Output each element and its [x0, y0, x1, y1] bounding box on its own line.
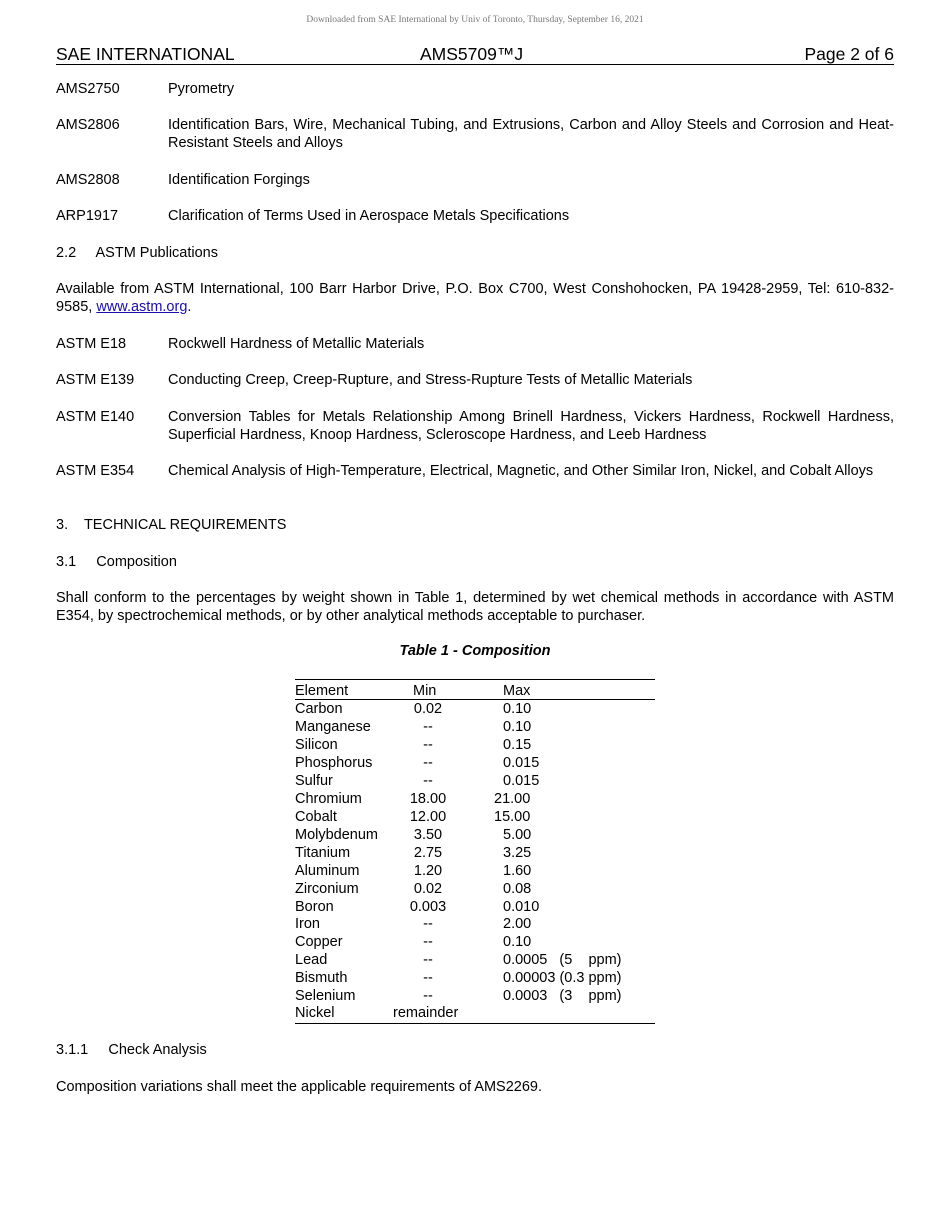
cell-min: -- — [423, 773, 433, 789]
reference-title: Conducting Creep, Creep-Rupture, and Stress-Rupture Tests of Metallic Materials — [168, 372, 693, 388]
reference-item — [56, 171, 894, 189]
table-row — [295, 754, 655, 772]
section-heading-2-2: 2.2 ASTM Publications — [56, 245, 218, 261]
reference-title: Conversion Tables for Metals Relationship Among Brinell Hardness, Vickers Hardness, Rockwell Hardness, Superficial Hardness, Knoop Hardness, Scleroscope Hardness, and Leeb Hardness — [168, 409, 894, 443]
cell-min: 0.02 — [413, 881, 443, 897]
cell-element: Molybdenum — [295, 827, 379, 843]
reference-item — [56, 462, 894, 480]
cell-element: Silicon — [295, 737, 338, 753]
astm-website-link[interactable]: www.astm.org — [96, 299, 188, 315]
cell-min: -- — [423, 934, 433, 950]
table-row — [295, 808, 655, 826]
header-page-number: Page 2 of 6 — [804, 44, 894, 64]
cell-max: 0.010 — [503, 899, 540, 915]
cell-max: 0.10 — [503, 934, 532, 950]
section-heading-3-1: 3.1 Composition — [56, 554, 177, 570]
reference-title: Pyrometry — [168, 81, 235, 97]
table-row — [295, 987, 655, 1005]
cell-max: 0.08 — [503, 881, 532, 897]
cell-max: 0.0005 (5 ppm) — [503, 952, 622, 968]
reference-item — [56, 207, 894, 225]
availability-text: Available from ASTM International, 100 Barr Harbor Drive, P.O. Box C700, West Conshohocken, PA 19428-2959, Tel: 610-832-9585, — [56, 281, 894, 315]
table-row — [295, 700, 655, 718]
cell-element: Titanium — [295, 845, 351, 861]
reference-code: ARP1917 — [56, 208, 119, 224]
cell-min: -- — [423, 952, 433, 968]
cell-element: Chromium — [295, 791, 362, 807]
reference-code: ASTM E140 — [56, 409, 135, 425]
reference-code: ASTM E139 — [56, 372, 135, 388]
reference-code: ASTM E354 — [56, 463, 135, 479]
table-caption: Table 1 - Composition — [399, 643, 551, 659]
cell-element: Copper — [295, 934, 343, 950]
table-row — [295, 880, 655, 898]
cell-min: 1.20 — [413, 863, 443, 879]
cell-element: Selenium — [295, 988, 356, 1004]
cell-element: Nickel — [295, 1005, 335, 1021]
table-row — [295, 969, 655, 987]
cell-element: Bismuth — [295, 970, 348, 986]
cell-element: Phosphorus — [295, 755, 373, 771]
reference-code: ASTM E18 — [56, 336, 127, 352]
reference-title: Chemical Analysis of High-Temperature, Electrical, Magnetic, and Other Similar Iron, Nickel, and Cobalt Alloys — [168, 463, 874, 479]
table-row — [295, 844, 655, 862]
cell-min: -- — [423, 755, 433, 771]
cell-element: Sulfur — [295, 773, 333, 789]
reference-code: AMS2806 — [56, 117, 120, 133]
download-note: Downloaded from SAE International by Univ of Toronto, Thursday, September 16, 2021 — [306, 15, 644, 25]
cell-max: 0.10 — [503, 719, 532, 735]
cell-max: 0.015 — [503, 773, 540, 789]
cell-min: 0.003 — [409, 899, 447, 915]
reference-item — [56, 80, 894, 98]
reference-item — [56, 371, 894, 389]
reference-item — [56, 116, 894, 152]
reference-item — [56, 408, 894, 444]
cell-max: 1.60 — [503, 863, 532, 879]
cell-min: -- — [423, 916, 433, 932]
cell-max: 0.015 — [503, 755, 540, 771]
reference-code: AMS2750 — [56, 81, 120, 97]
cell-min: 18.00 — [409, 791, 447, 807]
cell-min: 3.50 — [413, 827, 443, 843]
table-row — [295, 790, 655, 808]
header-element: Element — [295, 683, 349, 699]
reference-title: Rockwell Hardness of Metallic Materials — [168, 336, 425, 352]
cell-max: 2.00 — [503, 916, 532, 932]
cell-min: -- — [423, 719, 433, 735]
table-row — [295, 933, 655, 951]
cell-max: 5.00 — [503, 827, 532, 843]
cell-min: 0.02 — [413, 701, 443, 717]
check-analysis-paragraph: Composition variations shall meet the applicable requirements of AMS2269. — [56, 1079, 543, 1095]
cell-max: 0.00003 (0.3 ppm) — [503, 970, 622, 986]
section-heading-3-1-1: 3.1.1 Check Analysis — [56, 1042, 207, 1058]
reference-title: Identification Forgings — [168, 172, 310, 188]
cell-max: 0.15 — [503, 737, 532, 753]
cell-min: -- — [423, 970, 433, 986]
table-row — [295, 898, 655, 916]
table-row — [295, 736, 655, 754]
header-document-number: AMS5709™J — [420, 44, 524, 64]
availability-period: . — [187, 299, 192, 315]
cell-min: 12.00 — [409, 809, 447, 825]
table-row — [295, 951, 655, 969]
cell-element: Zirconium — [295, 881, 359, 897]
cell-element: Aluminum — [295, 863, 360, 879]
header-max: Max — [503, 683, 531, 699]
cell-element: Cobalt — [295, 809, 337, 825]
page-header — [56, 44, 894, 65]
reference-code: AMS2808 — [56, 172, 120, 188]
cell-min: -- — [423, 988, 433, 1004]
section-heading-3: 3. TECHNICAL REQUIREMENTS — [56, 517, 287, 533]
cell-max: 3.25 — [503, 845, 532, 861]
table-header-row — [295, 680, 655, 700]
table-row — [295, 1004, 655, 1022]
reference-title: Clarification of Terms Used in Aerospace Metals Specifications — [168, 208, 570, 224]
cell-element: Carbon — [295, 701, 343, 717]
cell-element: Lead — [295, 952, 328, 968]
cell-element: Boron — [295, 899, 334, 915]
cell-max: 0.10 — [503, 701, 532, 717]
table-row — [295, 772, 655, 790]
header-organization: SAE INTERNATIONAL — [56, 44, 235, 64]
cell-min: remainder — [393, 1005, 459, 1021]
cell-element: Manganese — [295, 719, 371, 735]
table-row — [295, 826, 655, 844]
reference-item — [56, 335, 894, 353]
astm-availability-paragraph — [56, 280, 894, 316]
cell-min: -- — [423, 737, 433, 753]
composition-paragraph: Shall conform to the percentages by weight shown in Table 1, determined by wet chemical methods in accordance with ASTM E354, by spectrochemical methods, or by other analytical methods acceptable to purchaser. — [56, 590, 894, 624]
cell-element: Iron — [295, 916, 320, 932]
table-row — [295, 915, 655, 933]
reference-title: Identification Bars, Wire, Mechanical Tubing, and Extrusions, Carbon and Alloy Steels and Corrosion and Heat-Resistant Steels and Alloys — [168, 117, 894, 151]
composition-table — [295, 679, 655, 1024]
table-row — [295, 862, 655, 880]
cell-max: 21.00 — [494, 791, 531, 807]
cell-max: 0.0003 (3 ppm) — [503, 988, 622, 1004]
header-min: Min — [413, 683, 437, 699]
cell-min: 2.75 — [413, 845, 443, 861]
table-row — [295, 718, 655, 736]
cell-max: 15.00 — [494, 809, 531, 825]
